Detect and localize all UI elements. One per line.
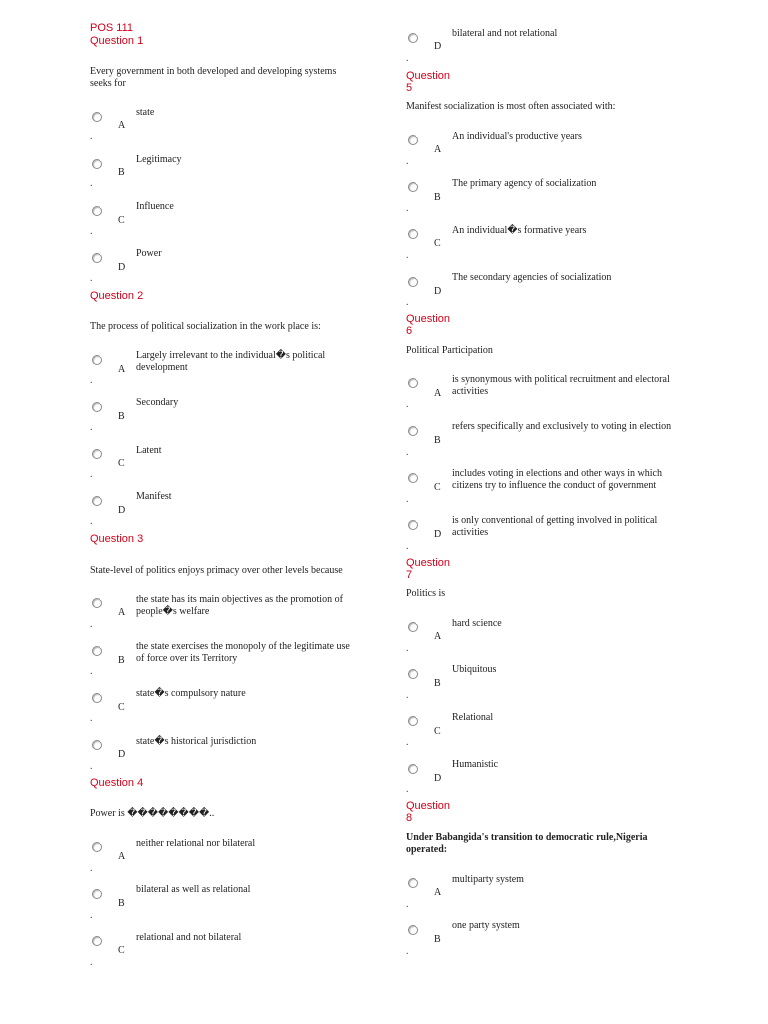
option-letter: D	[118, 505, 126, 516]
question-1-label: Question 1	[90, 35, 144, 47]
option-letter: A	[434, 887, 442, 898]
option-dot: .	[90, 863, 93, 874]
option-dot: .	[90, 666, 93, 677]
option-text: bilateral as well as relational	[136, 884, 251, 895]
radio-q1-a[interactable]	[92, 112, 102, 122]
radio-q3-a[interactable]	[92, 598, 102, 608]
option-text: Legitimacy	[136, 154, 182, 165]
option-text: Ubiquitous	[452, 664, 497, 675]
option-dot: .	[406, 690, 409, 701]
option-letter: B	[434, 435, 441, 446]
option-text: Influence	[136, 201, 174, 212]
option-letter: C	[118, 458, 125, 469]
option-letter: D	[434, 529, 442, 540]
option-dot: .	[90, 516, 93, 527]
radio-q1-c[interactable]	[92, 206, 102, 216]
option-dot: .	[406, 643, 409, 654]
radio-q5-b[interactable]	[408, 182, 418, 192]
option-dot: .	[90, 469, 93, 480]
option-dot: .	[90, 957, 93, 968]
option-dot: .	[90, 422, 93, 433]
option-letter: C	[118, 702, 125, 713]
radio-q4-c[interactable]	[92, 936, 102, 946]
question-8-text: Under Babangida's transition to democratic rule,Nigeria operated:	[406, 832, 648, 855]
option-letter: B	[118, 655, 125, 666]
option-letter: C	[118, 945, 125, 956]
option-dot: .	[406, 399, 409, 410]
option-letter: D	[118, 749, 126, 760]
option-letter: A	[118, 364, 126, 375]
option-dot: .	[406, 297, 409, 308]
question-1-text: Every government in both developed and developing systems seeks for	[90, 66, 337, 89]
question-2-text: The process of political socialization in the work place is:	[90, 321, 321, 332]
radio-q5-a[interactable]	[408, 135, 418, 145]
option-letter: C	[434, 238, 441, 249]
option-dot: .	[90, 375, 93, 386]
question-7-text: Politics is	[406, 588, 446, 599]
option-letter: A	[434, 388, 442, 399]
radio-q1-b[interactable]	[92, 159, 102, 169]
option-text: An individual�s formative years	[452, 225, 587, 236]
option-dot: .	[406, 494, 409, 505]
radio-q2-d[interactable]	[92, 496, 102, 506]
option-letter: B	[434, 934, 441, 945]
option-text: Relational	[452, 712, 494, 723]
option-letter: B	[118, 898, 125, 909]
question-5-text: Manifest socialization is most often associated with:	[406, 101, 616, 112]
option-text: Humanistic	[452, 759, 499, 770]
question-3-text: State-level of politics enjoys primacy over other levels because	[90, 565, 343, 576]
option-letter: D	[434, 41, 442, 52]
radio-q7-b[interactable]	[408, 669, 418, 679]
question-8-label: Question 8	[406, 800, 451, 824]
option-text: the state exercises the monopoly of the legitimate use of force over its Territory	[136, 641, 350, 664]
radio-q1-d[interactable]	[92, 253, 102, 263]
option-dot: .	[406, 53, 409, 64]
radio-q8-b[interactable]	[408, 925, 418, 935]
option-dot: .	[90, 178, 93, 189]
option-text: refers specifically and exclusively to voting in election	[452, 421, 672, 432]
radio-q8-a[interactable]	[408, 878, 418, 888]
radio-q7-d[interactable]	[408, 764, 418, 774]
radio-q5-c[interactable]	[408, 229, 418, 239]
option-text: is synonymous with political recruitment and electoral activities	[452, 374, 670, 397]
option-letter: C	[434, 482, 441, 493]
radio-q4-b[interactable]	[92, 889, 102, 899]
radio-q6-c[interactable]	[408, 473, 418, 483]
option-text: The secondary agencies of socialization	[452, 272, 612, 283]
option-dot: .	[406, 447, 409, 458]
option-text: one party system	[452, 920, 520, 931]
option-dot: .	[90, 619, 93, 630]
option-dot: .	[90, 131, 93, 142]
option-text: hard science	[452, 618, 502, 629]
option-letter: A	[434, 631, 442, 642]
question-2-label: Question 2	[90, 290, 144, 302]
option-letter: B	[434, 678, 441, 689]
question-3-label: Question 3	[90, 533, 144, 545]
radio-q7-c[interactable]	[408, 716, 418, 726]
option-text: state�s historical jurisdiction	[136, 736, 257, 747]
question-7-label: Question 7	[406, 557, 451, 581]
option-text: Manifest	[136, 491, 172, 502]
radio-q4-a[interactable]	[92, 842, 102, 852]
option-text: the state has its main objectives as the promotion of people�s welfare	[136, 594, 343, 617]
option-dot: .	[90, 713, 93, 724]
radio-q3-d[interactable]	[92, 740, 102, 750]
option-text: relational and not bilateral	[136, 932, 242, 943]
question-6-text: Political Participation	[406, 345, 493, 356]
option-dot: .	[406, 250, 409, 261]
option-letter: D	[118, 262, 126, 273]
option-letter: A	[118, 851, 126, 862]
radio-q3-c[interactable]	[92, 693, 102, 703]
radio-q6-d[interactable]	[408, 520, 418, 530]
question-4-text: Power is ��������..	[90, 808, 215, 819]
option-letter: B	[118, 167, 125, 178]
option-text: neither relational nor bilateral	[136, 838, 256, 849]
course-title: POS 111	[90, 22, 134, 34]
option-dot: .	[406, 737, 409, 748]
radio-q2-b[interactable]	[92, 402, 102, 412]
option-letter: D	[434, 773, 442, 784]
radio-q6-b[interactable]	[408, 426, 418, 436]
option-text: state	[136, 107, 155, 118]
question-5-label: Question 5	[406, 70, 451, 94]
option-text: includes voting in elections and other ways in which citizens try to influence the conduct of government	[452, 468, 662, 491]
question-6-label: Question 6	[406, 313, 451, 337]
option-dot: .	[90, 910, 93, 921]
radio-q2-c[interactable]	[92, 449, 102, 459]
option-text: bilateral and not relational	[452, 28, 558, 39]
option-text: Latent	[136, 445, 162, 456]
option-text: state�s compulsory nature	[136, 688, 246, 699]
radio-q2-a[interactable]	[92, 355, 102, 365]
radio-q5-d[interactable]	[408, 277, 418, 287]
option-dot: .	[406, 784, 409, 795]
option-text: The primary agency of socialization	[452, 178, 597, 189]
option-dot: .	[90, 761, 93, 772]
option-text: is only conventional of getting involved in political activities	[452, 515, 658, 538]
option-text: multiparty system	[452, 874, 524, 885]
option-letter: C	[118, 215, 125, 226]
question-4-label: Question 4	[90, 777, 144, 789]
option-dot: .	[90, 273, 93, 284]
option-text: Power	[136, 248, 162, 259]
option-text: Largely irrelevant to the individual�s political development	[136, 350, 326, 373]
option-letter: C	[434, 726, 441, 737]
option-letter: B	[434, 192, 441, 203]
radio-q3-b[interactable]	[92, 646, 102, 656]
option-letter: A	[434, 144, 442, 155]
option-dot: .	[90, 226, 93, 237]
option-dot: .	[406, 203, 409, 214]
option-letter: A	[118, 120, 126, 131]
option-letter: B	[118, 411, 125, 422]
option-text: Secondary	[136, 397, 179, 408]
option-letter: A	[118, 607, 126, 618]
option-text: An individual's productive years	[452, 131, 582, 142]
option-dot: .	[406, 156, 409, 167]
option-letter: D	[434, 286, 442, 297]
option-dot: .	[406, 899, 409, 910]
radio-q7-a[interactable]	[408, 622, 418, 632]
option-dot: .	[406, 946, 409, 957]
radio-q6-a[interactable]	[408, 378, 418, 388]
radio-q4-d[interactable]	[408, 33, 418, 43]
option-dot: .	[406, 541, 409, 552]
